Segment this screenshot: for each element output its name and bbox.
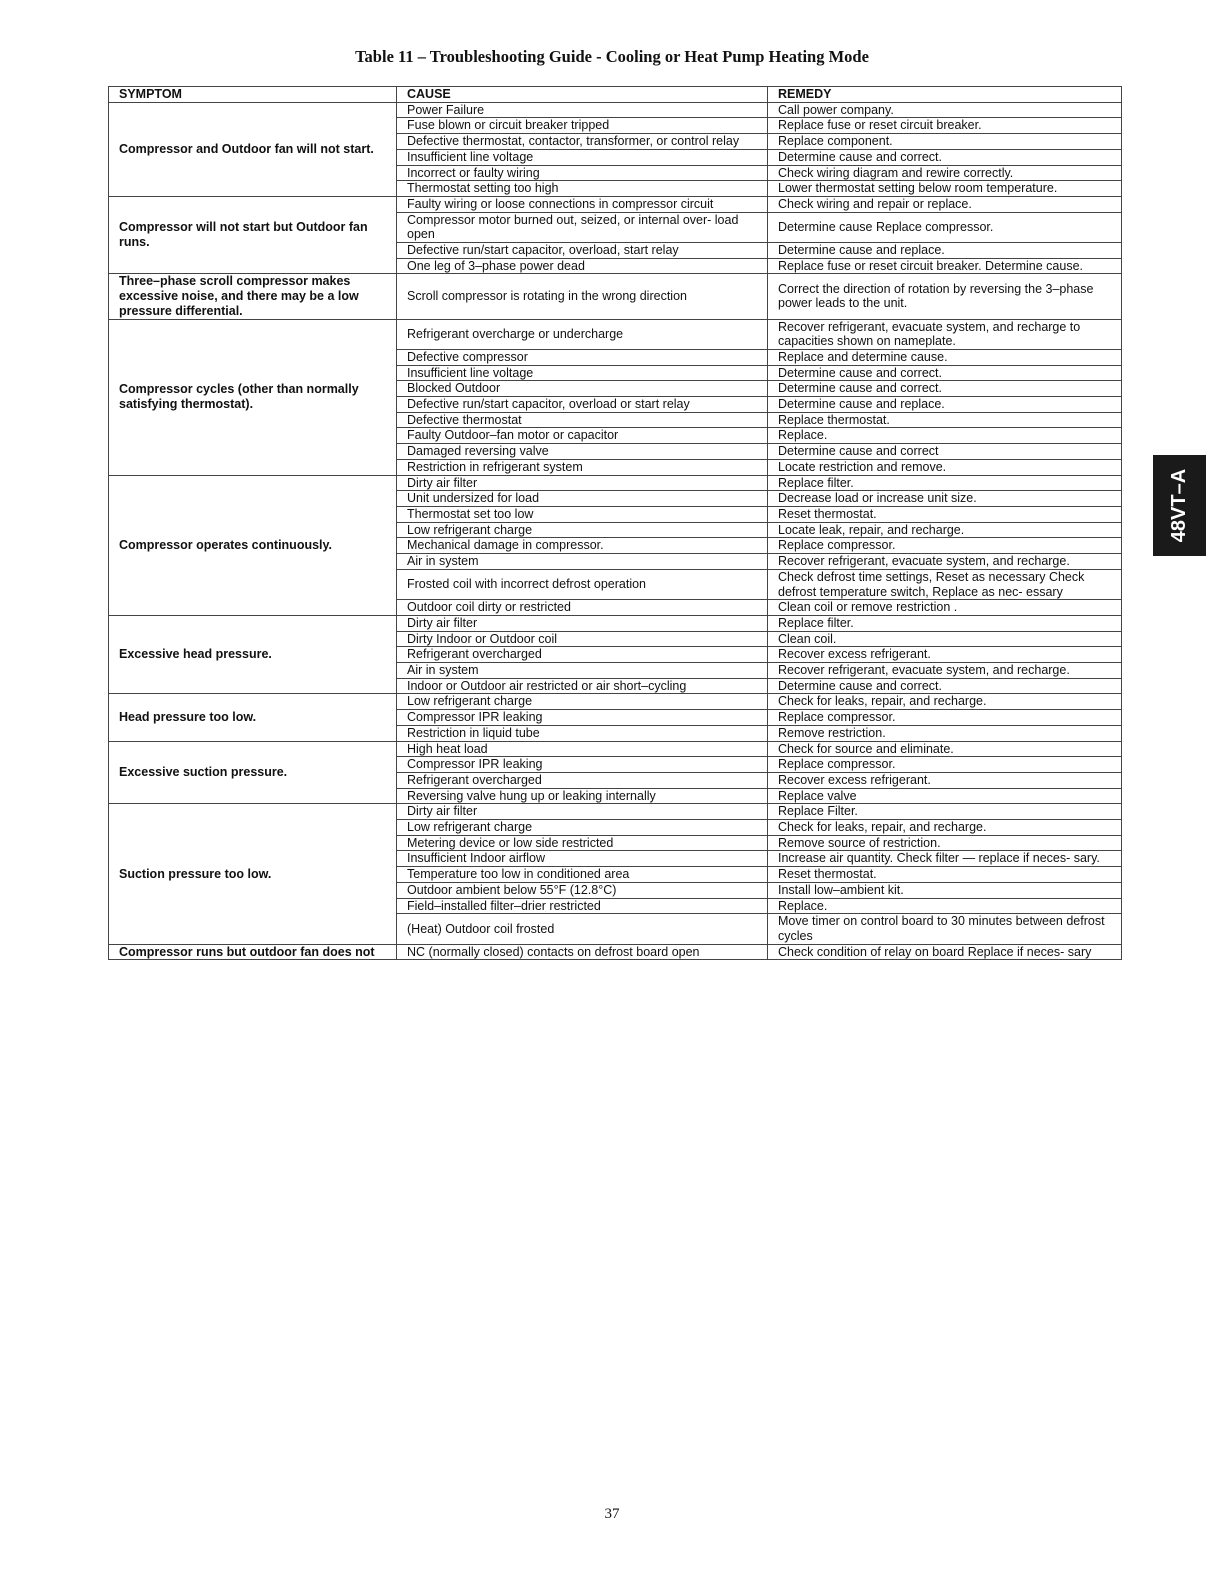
table-row (109, 804, 1122, 820)
page-number: 37 (604, 1506, 620, 1522)
remedy-cell: Locate leak, repair, and recharge. (768, 522, 1122, 538)
cause-cell: Defective thermostat, contactor, transformer, or control relay (397, 134, 768, 150)
cause-cell: Thermostat set too low (397, 506, 768, 522)
remedy-cell: Replace filter. (768, 615, 1122, 631)
cause-cell: Refrigerant overcharged (397, 647, 768, 663)
troubleshooting-table (108, 86, 1122, 960)
section-side-tab (1153, 455, 1206, 556)
remedy-cell: Replace and determine cause. (768, 349, 1122, 365)
remedy-cell: Check condition of relay on board Replace if neces- sary (768, 944, 1122, 960)
remedy-cell: Move timer on control board to 30 minutes between defrost cycles (768, 914, 1122, 944)
remedy-cell: Reset thermostat. (768, 506, 1122, 522)
table-body (109, 102, 1122, 960)
cause-cell: Air in system (397, 663, 768, 679)
cause-cell: Restriction in liquid tube (397, 725, 768, 741)
cause-cell: Mechanical damage in compressor. (397, 538, 768, 554)
symptom-cell: Suction pressure too low. (109, 804, 397, 944)
remedy-cell: Determine cause Replace compressor. (768, 212, 1122, 242)
remedy-cell: Replace compressor. (768, 710, 1122, 726)
cause-cell: Defective run/start capacitor, overload or start relay (397, 397, 768, 413)
symptom-cell: Excessive head pressure. (109, 615, 397, 694)
remedy-cell: Replace. (768, 898, 1122, 914)
cause-cell: High heat load (397, 741, 768, 757)
symptom-cell: Compressor and Outdoor fan will not start. (109, 102, 397, 196)
remedy-cell: Determine cause and correct. (768, 381, 1122, 397)
table-row (109, 741, 1122, 757)
cause-cell: Defective compressor (397, 349, 768, 365)
cause-cell: Fuse blown or circuit breaker tripped (397, 118, 768, 134)
cause-cell: Insufficient line voltage (397, 149, 768, 165)
symptom-cell: Compressor will not start but Outdoor fan runs. (109, 196, 397, 274)
remedy-cell: Replace compressor. (768, 757, 1122, 773)
remedy-cell: Recover refrigerant, evacuate system, and recharge. (768, 663, 1122, 679)
header-remedy: REMEDY (768, 87, 1122, 103)
remedy-cell: Recover refrigerant, evacuate system, and recharge to capacities shown on nameplate. (768, 319, 1122, 349)
remedy-cell: Clean coil or remove restriction . (768, 600, 1122, 616)
remedy-cell: Remove restriction. (768, 725, 1122, 741)
remedy-cell: Locate restriction and remove. (768, 459, 1122, 475)
remedy-cell: Recover excess refrigerant. (768, 772, 1122, 788)
symptom-cell: Compressor cycles (other than normally satisfying thermostat). (109, 319, 397, 475)
remedy-cell: Determine cause and correct. (768, 365, 1122, 381)
cause-cell: Dirty Indoor or Outdoor coil (397, 631, 768, 647)
cause-cell: Insufficient Indoor airflow (397, 851, 768, 867)
cause-cell: Unit undersized for load (397, 491, 768, 507)
table-row (109, 475, 1122, 491)
cause-cell: Defective thermostat (397, 412, 768, 428)
cause-cell: Dirty air filter (397, 804, 768, 820)
symptom-cell: Head pressure too low. (109, 694, 397, 741)
cause-cell: Low refrigerant charge (397, 694, 768, 710)
cause-cell: Incorrect or faulty wiring (397, 165, 768, 181)
cause-cell: Dirty air filter (397, 615, 768, 631)
table-row (109, 944, 1122, 960)
cause-cell: Power Failure (397, 102, 768, 118)
cause-cell: Faulty Outdoor–fan motor or capacitor (397, 428, 768, 444)
cause-cell: Restriction in refrigerant system (397, 459, 768, 475)
remedy-cell: Determine cause and correct (768, 444, 1122, 460)
cause-cell: Damaged reversing valve (397, 444, 768, 460)
table-row (109, 196, 1122, 212)
remedy-cell: Replace. (768, 428, 1122, 444)
header-cause: CAUSE (397, 87, 768, 103)
symptom-cell: Excessive suction pressure. (109, 741, 397, 804)
cause-cell: Low refrigerant charge (397, 820, 768, 836)
cause-cell: Compressor IPR leaking (397, 757, 768, 773)
cause-cell: Field–installed filter–drier restricted (397, 898, 768, 914)
remedy-cell: Determine cause and correct. (768, 149, 1122, 165)
cause-cell: Scroll compressor is rotating in the wrong direction (397, 274, 768, 319)
table-header-row (109, 87, 1122, 103)
remedy-cell: Replace filter. (768, 475, 1122, 491)
remedy-cell: Replace valve (768, 788, 1122, 804)
remedy-cell: Lower thermostat setting below room temperature. (768, 181, 1122, 197)
cause-cell: Refrigerant overcharged (397, 772, 768, 788)
cause-cell: Defective run/start capacitor, overload, start relay (397, 243, 768, 259)
remedy-cell: Check defrost time settings, Reset as necessary Check defrost temperature switch, Replace as nec- essary (768, 569, 1122, 599)
remedy-cell: Replace Filter. (768, 804, 1122, 820)
cause-cell: Low refrigerant charge (397, 522, 768, 538)
remedy-cell: Correct the direction of rotation by reversing the 3–phase power leads to the unit. (768, 274, 1122, 319)
remedy-cell: Replace compressor. (768, 538, 1122, 554)
remedy-cell: Replace fuse or reset circuit breaker. (768, 118, 1122, 134)
cause-cell: Indoor or Outdoor air restricted or air short–cycling (397, 678, 768, 694)
remedy-cell: Determine cause and replace. (768, 397, 1122, 413)
cause-cell: One leg of 3–phase power dead (397, 258, 768, 274)
remedy-cell: Check wiring and repair or replace. (768, 196, 1122, 212)
cause-cell: Reversing valve hung up or leaking internally (397, 788, 768, 804)
table-row (109, 694, 1122, 710)
cause-cell: Faulty wiring or loose connections in compressor circuit (397, 196, 768, 212)
remedy-cell: Install low–ambient kit. (768, 882, 1122, 898)
remedy-cell: Check wiring diagram and rewire correctly. (768, 165, 1122, 181)
cause-cell: Refrigerant overcharge or undercharge (397, 319, 768, 349)
remedy-cell: Replace thermostat. (768, 412, 1122, 428)
table-row (109, 102, 1122, 118)
side-tab-label: 48VT–A (1168, 468, 1190, 543)
cause-cell: NC (normally closed) contacts on defrost board open (397, 944, 768, 960)
table-title: Table 11 – Troubleshooting Guide - Cooling or Heat Pump Heating Mode (355, 47, 869, 66)
table-row (109, 615, 1122, 631)
table-row (109, 319, 1122, 349)
symptom-cell: Three–phase scroll compressor makes excessive noise, and there may be a low pressure differential. (109, 274, 397, 319)
cause-cell: Frosted coil with incorrect defrost operation (397, 569, 768, 599)
symptom-cell: Compressor runs but outdoor fan does not (109, 944, 397, 960)
cause-cell: Outdoor coil dirty or restricted (397, 600, 768, 616)
remedy-cell: Recover refrigerant, evacuate system, and recharge. (768, 554, 1122, 570)
remedy-cell: Determine cause and correct. (768, 678, 1122, 694)
remedy-cell: Determine cause and replace. (768, 243, 1122, 259)
cause-cell: (Heat) Outdoor coil frosted (397, 914, 768, 944)
remedy-cell: Decrease load or increase unit size. (768, 491, 1122, 507)
header-symptom: SYMPTOM (109, 87, 397, 103)
remedy-cell: Check for leaks, repair, and recharge. (768, 694, 1122, 710)
symptom-cell: Compressor operates continuously. (109, 475, 397, 615)
cause-cell: Compressor IPR leaking (397, 710, 768, 726)
remedy-cell: Replace component. (768, 134, 1122, 150)
cause-cell: Blocked Outdoor (397, 381, 768, 397)
cause-cell: Metering device or low side restricted (397, 835, 768, 851)
remedy-cell: Clean coil. (768, 631, 1122, 647)
cause-cell: Compressor motor burned out, seized, or internal over- load open (397, 212, 768, 242)
remedy-cell: Remove source of restriction. (768, 835, 1122, 851)
table-row (109, 274, 1122, 319)
cause-cell: Air in system (397, 554, 768, 570)
cause-cell: Outdoor ambient below 55°F (12.8°C) (397, 882, 768, 898)
remedy-cell: Increase air quantity. Check filter — replace if neces- sary. (768, 851, 1122, 867)
cause-cell: Dirty air filter (397, 475, 768, 491)
remedy-cell: Call power company. (768, 102, 1122, 118)
remedy-cell: Recover excess refrigerant. (768, 647, 1122, 663)
remedy-cell: Reset thermostat. (768, 867, 1122, 883)
remedy-cell: Check for leaks, repair, and recharge. (768, 820, 1122, 836)
remedy-cell: Check for source and eliminate. (768, 741, 1122, 757)
remedy-cell: Replace fuse or reset circuit breaker. Determine cause. (768, 258, 1122, 274)
cause-cell: Insufficient line voltage (397, 365, 768, 381)
cause-cell: Temperature too low in conditioned area (397, 867, 768, 883)
cause-cell: Thermostat setting too high (397, 181, 768, 197)
